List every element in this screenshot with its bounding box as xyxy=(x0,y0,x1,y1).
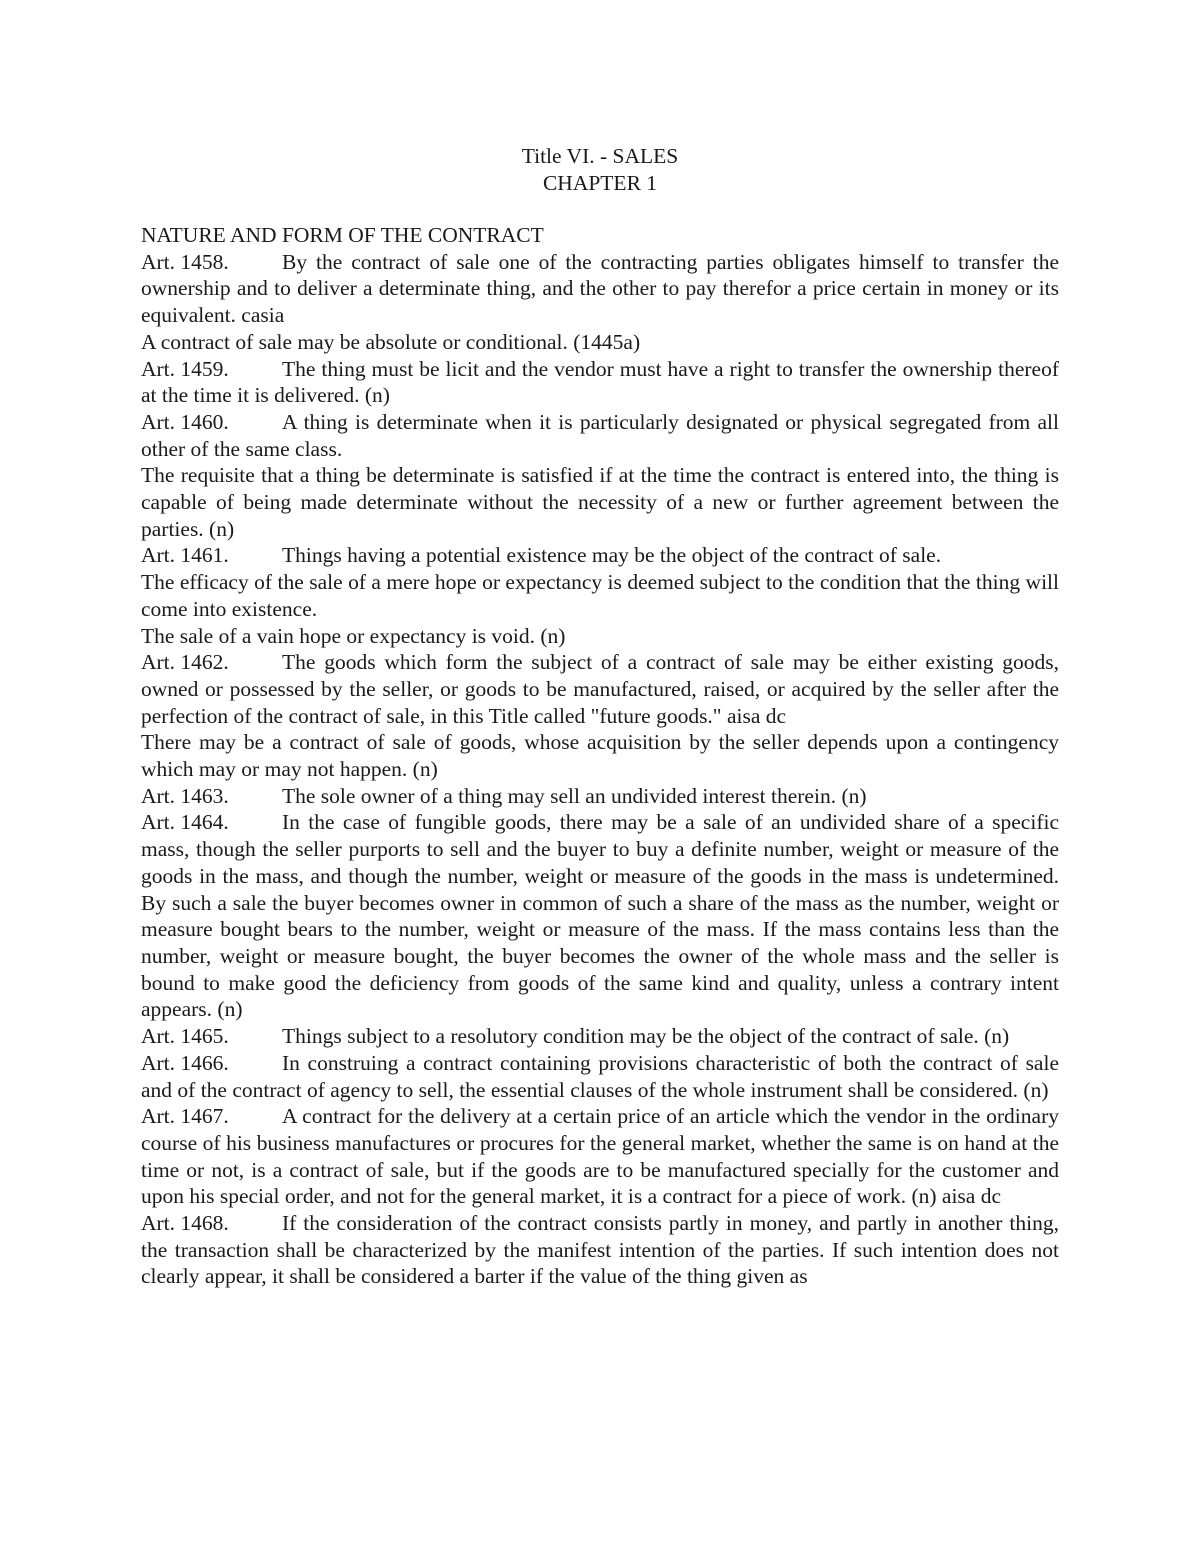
article-text: A contract for the delivery at a certain price of an article which the vendor in the ordinary course of his business manufactures or procures for the general market, whether the same is on hand at the time or not, is a contract of sale, but if the goods are to be manufactured specially for the customer and upon his special order, and not for the general market, it is a contract for a piece of work. (n) aisa dc xyxy=(141,1104,1059,1209)
article-text: A thing is determinate when it is particularly designated or physical segregated from all other of the same class. xyxy=(141,409,1059,461)
article-paragraph xyxy=(141,1103,1059,1210)
paragraph: The sale of a vain hope or expectancy is void. (n) xyxy=(141,623,566,648)
section-heading: NATURE AND FORM OF THE CONTRACT xyxy=(141,223,544,247)
article-number: Art. 1463. xyxy=(141,783,229,808)
document-title: Title VI. - SALES xyxy=(521,144,679,168)
paragraph: A contract of sale may be absolute or conditional. (1445a) xyxy=(141,329,641,354)
article-number: Art. 1464. xyxy=(141,810,229,835)
paragraph: The requisite that a thing be determinate is satisfied if at the time the contract is entered into, the thing is capable of being made determinate without the necessity of a new or further agreement between the parties. (n) xyxy=(141,463,1059,541)
article-number: Art. 1458. xyxy=(141,249,229,274)
article-number: Art. 1465. xyxy=(141,1024,229,1049)
document-body xyxy=(141,222,1059,1290)
article-number: Art. 1468. xyxy=(141,1211,229,1236)
paragraph: There may be a contract of sale of goods, whose acquisition by the seller depends upon a contingency which may or may not happen. (n) xyxy=(141,730,1059,782)
article-text: By the contract of sale one of the contracting parties obligates himself to transfer the ownership and to deliver a determinate thing, and the other to pay therefor a price certain in money or its equivalent. casia xyxy=(141,249,1059,328)
article-number: Art. 1459. xyxy=(141,356,229,381)
article-number: Art. 1460. xyxy=(141,409,229,434)
article-text: The thing must be licit and the vendor must have a right to transfer the ownership thereof at the time it is delivered. (n) xyxy=(141,356,1059,408)
article-paragraph xyxy=(141,783,1059,810)
article-paragraph xyxy=(141,1050,1059,1103)
article-paragraph xyxy=(141,809,1059,1023)
article-number: Art. 1462. xyxy=(141,650,229,675)
article-number: Art. 1466. xyxy=(141,1050,229,1075)
title-block xyxy=(0,143,1200,196)
paragraph: The efficacy of the sale of a mere hope or expectancy is deemed subject to the condition that the thing will come into existence. xyxy=(141,570,1059,621)
article-number: Art. 1461. xyxy=(141,543,229,568)
article-paragraph xyxy=(141,249,1059,329)
article-paragraph xyxy=(141,356,1059,409)
article-paragraph xyxy=(141,1023,1059,1050)
chapter-heading: CHAPTER 1 xyxy=(542,170,658,195)
article-text: The goods which form the subject of a contract of sale may be either existing goods, owned or possessed by the seller, or goods to be manufactured, raised, or acquired by the seller after the perfection of the contract of sale, in this Title called "future goods." aisa dc xyxy=(141,650,1059,728)
article-paragraph xyxy=(141,409,1059,462)
article-text: Things subject to a resolutory condition may be the object of the contract of sale. (n) xyxy=(282,1024,1010,1049)
article-text: Things having a potential existence may be the object of the contract of sale. xyxy=(282,543,942,568)
article-number: Art. 1467. xyxy=(141,1104,229,1129)
article-text: The sole owner of a thing may sell an undivided interest therein. (n) xyxy=(282,783,867,808)
article-paragraph xyxy=(141,649,1059,729)
article-text: In construing a contract containing provisions characteristic of both the contract of sale and of the contract of agency to sell, the essential clauses of the whole instrument shall be considered. (n) xyxy=(141,1050,1059,1102)
article-text: If the consideration of the contract consists partly in money, and partly in another thing, the transaction shall be characterized by the manifest intention of the parties. If such intention does not clearly appear, it shall be considered a barter if the value of the thing given as xyxy=(141,1211,1059,1289)
article-paragraph xyxy=(141,542,1059,569)
article-paragraph xyxy=(141,1210,1059,1290)
article-text: In the case of fungible goods, there may be a sale of an undivided share of a specific mass, though the seller purports to sell and the buyer to buy a definite number, weight or measure of the goods in the mass, and though the number, weight or measure of the goods in the mass is undetermined. By such a sale the buyer becomes owner in common of such a share of the mass as the number, weight or measure bought bears to the number, weight or measure of the mass. If the mass contains less than the number, weight or measure bought, the buyer becomes the owner of the whole mass and the seller is bound to make good the deficiency from goods of the same kind and quality, unless a contrary intent appears. (n) xyxy=(141,810,1059,1022)
